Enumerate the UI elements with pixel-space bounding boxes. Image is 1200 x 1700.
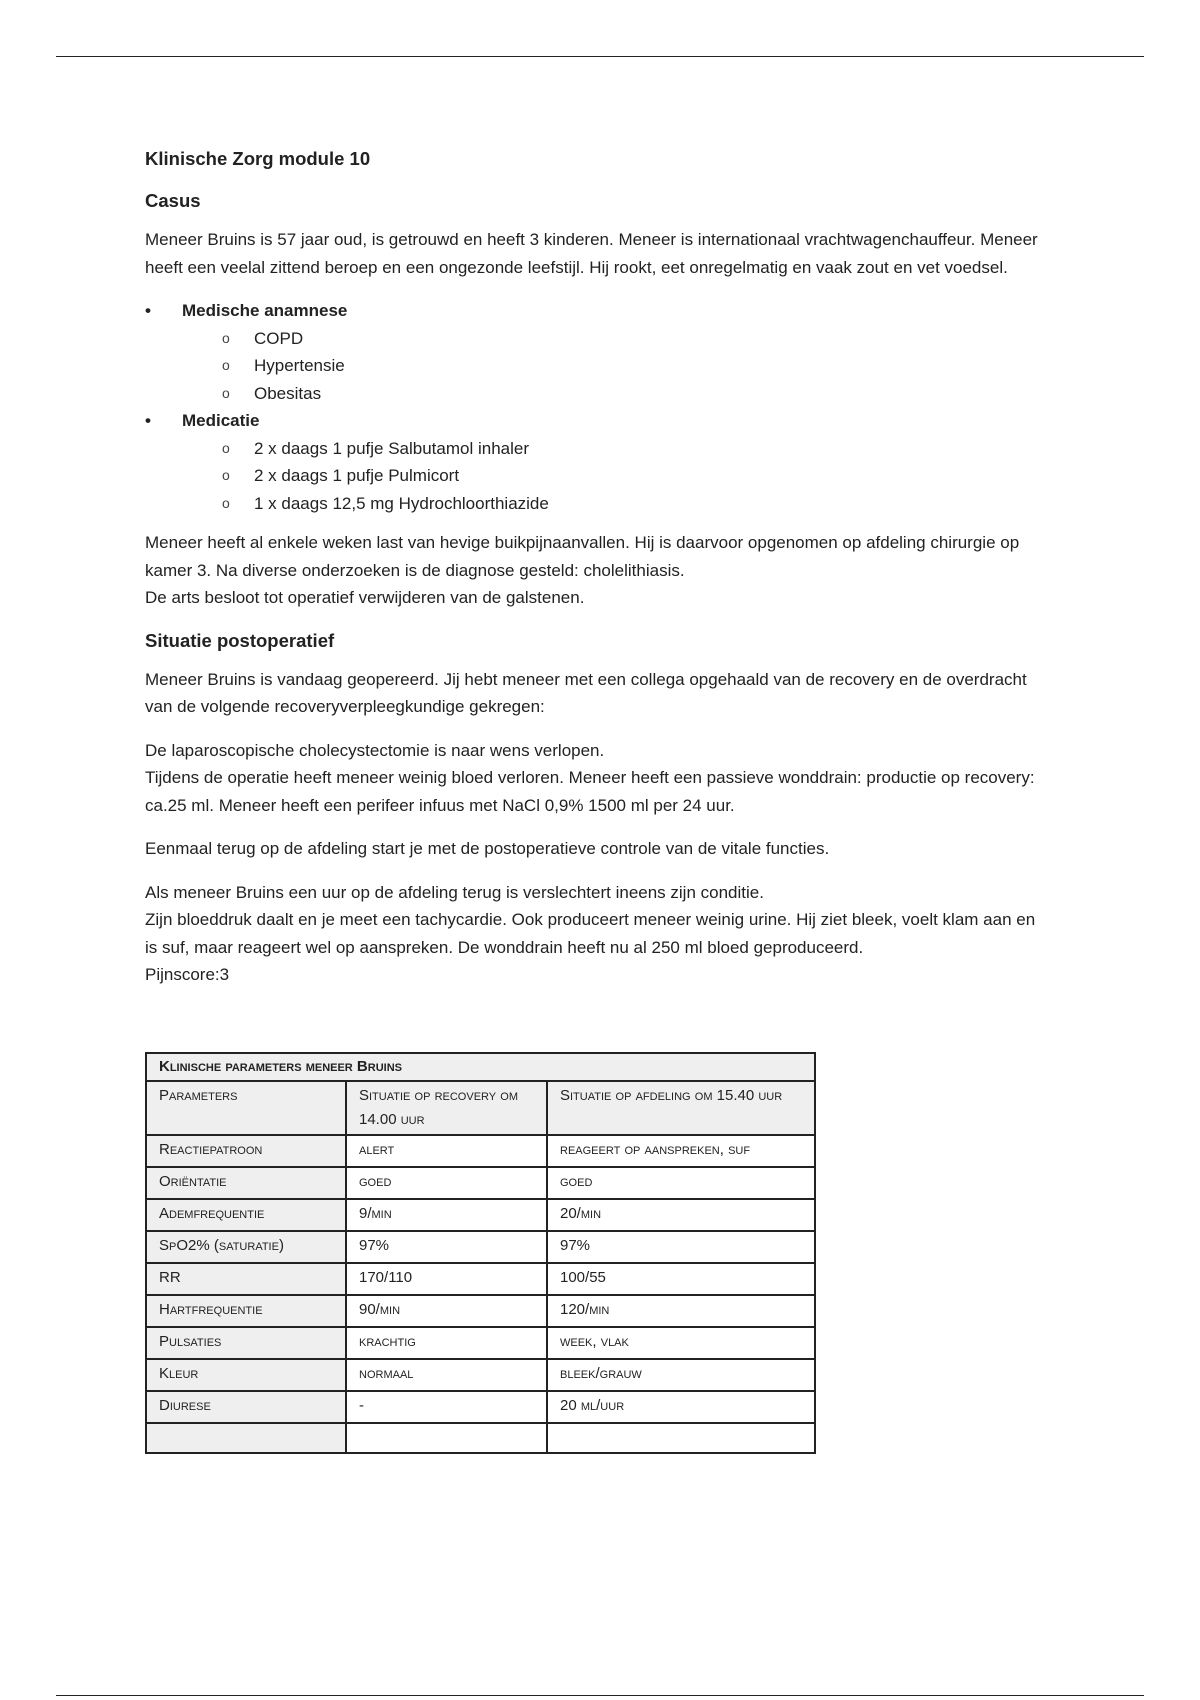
- case-lists: [145, 297, 1045, 517]
- list-item: o 1 x daags 12,5 mg Hydrochloorthiazide: [182, 490, 1045, 518]
- postop-paragraph-2: De laparoscopische cholecystectomie is naar wens verlopen. Tijdens de operatie heeft meneer weinig bloed verloren. Meneer heeft een passieve wonddrain: productie op recovery: ca.25 ml. Meneer heeft een perifeer infuus met NaCl 0,9% 1500 ml per 24 uur.: [145, 740, 1035, 815]
- header-rule: [56, 56, 1144, 57]
- footer-rule: [56, 1695, 1144, 1696]
- list-item: o 2 x daags 1 pufje Salbutamol inhaler: [182, 435, 1045, 463]
- circle-bullet-icon: o: [222, 384, 230, 401]
- table-row: Oriëntatie goed goed: [146, 1167, 815, 1199]
- list-item: o COPD: [182, 325, 1045, 353]
- postop-paragraph-4: Als meneer Bruins een uur op de afdeling terug is verslechtert ineens zijn conditie. Zijn bloeddruk daalt en je meet een tachycardie. Ook produceert meneer weinig urine. Hij ziet bleek, voelt klam aan en is suf, maar reageert wel op aanspreken. De wonddrain heeft nu al 250 ml bloed geproduceerd. Pijnscore:3: [145, 882, 1036, 984]
- circle-bullet-icon: o: [222, 439, 230, 456]
- list-item: o 2 x daags 1 pufje Pulmicort: [182, 462, 1045, 490]
- anamnese-items: [182, 325, 1045, 408]
- intro-paragraph: Meneer Bruins is 57 jaar oud, is getrouwd en heeft 3 kinderen. Meneer is internationaal vrachtwagenchauffeur. Meneer heeft een veelal zittend beroep en een ongezonde leefstijl. Hij rookt, eet onregelmatig en vaak zout en vet voedsel.: [145, 230, 1038, 277]
- list-item: o Hypertensie: [182, 352, 1045, 380]
- medicatie-items: [182, 435, 1045, 518]
- casus-heading: Casus: [145, 190, 201, 211]
- list-medicatie: [145, 407, 1045, 517]
- circle-bullet-icon: o: [222, 494, 230, 511]
- table-caption-row: [146, 1053, 815, 1081]
- column-header: Situatie op afdeling om 15.40 uur: [547, 1081, 815, 1135]
- table-row: RR 170/110 100/55: [146, 1263, 815, 1295]
- circle-bullet-icon: o: [222, 329, 230, 346]
- list-medische-anamnese: [145, 297, 1045, 407]
- table-row: SpO2% (saturatie) 97% 97%: [146, 1231, 815, 1263]
- postop-heading: Situatie postoperatief: [145, 629, 335, 651]
- table-header-row: [146, 1081, 815, 1135]
- list-label: Medicatie: [182, 411, 260, 430]
- bullet-icon: •: [145, 411, 151, 430]
- postop-paragraph-3: Eenmaal terug op de afdeling start je met de postoperatieve controle van de vitale functies.: [145, 839, 830, 858]
- circle-bullet-icon: o: [222, 357, 230, 373]
- table-row: Hartfrequentie 90/min 120/min: [146, 1295, 815, 1327]
- table-row: Diurese - 20 ml/uur: [146, 1391, 815, 1423]
- postop-paragraph-1: Meneer Bruins is vandaag geopereerd. Jij hebt meneer met een collega opgehaald van de recovery en de overdracht van de volgende recoveryverpleegkundige gekregen:: [145, 669, 1027, 716]
- column-header: Situatie op recovery om 14.00 uur: [346, 1081, 547, 1135]
- table-caption: Klinische parameters meneer Bruins: [146, 1053, 815, 1081]
- list-item: o Obesitas: [182, 380, 1045, 408]
- clinical-parameters-table: [145, 1052, 816, 1454]
- column-header: Parameters: [146, 1081, 346, 1135]
- circle-bullet-icon: o: [222, 467, 230, 483]
- list-label: Medische anamnese: [182, 301, 348, 320]
- admission-paragraph: Meneer heeft al enkele weken last van hevige buikpijnaanvallen. Hij is daarvoor opgenomen op afdeling chirurgie op kamer 3. Na diverse onderzoeken is de diagnose gesteld: cholelithiasis. De arts besloot tot operatief verwijderen van de galstenen.: [145, 533, 1020, 607]
- table-row: Kleur normaal bleek/grauw: [146, 1359, 815, 1391]
- table-row: Reactiepatroon alert reageert op aanspreken, suf: [146, 1135, 815, 1167]
- bullet-icon: •: [145, 301, 151, 320]
- document-title: Klinische Zorg module 10: [145, 148, 371, 169]
- table-row: Pulsaties krachtig week, vlak: [146, 1327, 815, 1359]
- table-row-empty: [146, 1423, 815, 1453]
- document-body: [145, 140, 1045, 1005]
- table-row: Ademfrequentie 9/min 20/min: [146, 1199, 815, 1231]
